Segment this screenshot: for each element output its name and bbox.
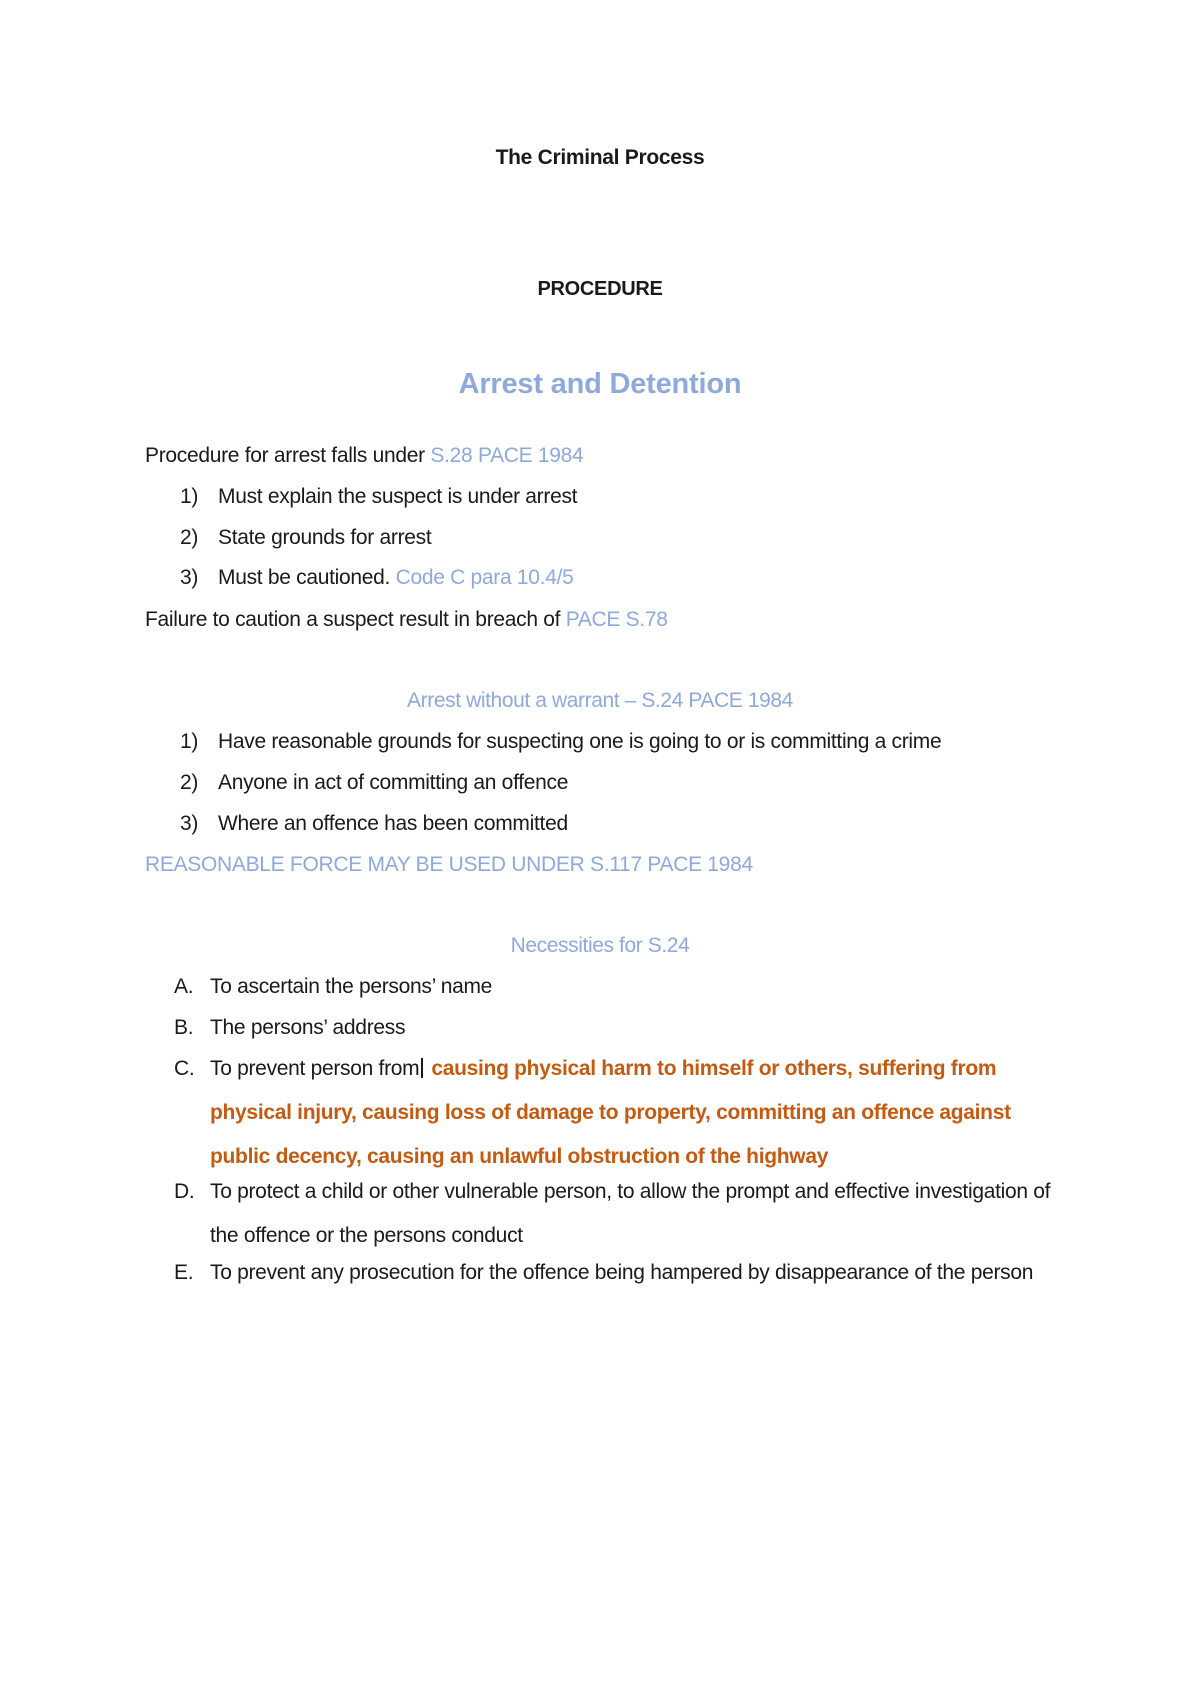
list-item — [174, 1170, 1054, 1258]
list-item — [180, 812, 568, 836]
document-title: The Criminal Process — [495, 146, 705, 169]
list-text: Have reasonable grounds for suspecting one is going to or is committing a crime — [218, 730, 942, 753]
list-text: The persons’ address — [210, 1016, 406, 1039]
list-item — [180, 485, 577, 509]
list-text: Must explain the suspect is under arrest — [218, 485, 578, 508]
list-item — [174, 1047, 1054, 1179]
list-letter: C. — [174, 1057, 195, 1080]
list-number: 1) — [180, 485, 199, 508]
list-number: 3) — [180, 566, 199, 589]
procedure-heading: PROCEDURE — [537, 278, 663, 300]
pace-s78-reference: PACE S.78 — [565, 608, 668, 631]
list-item — [180, 526, 431, 550]
list-item — [180, 730, 941, 754]
section-title-arrest-detention: Arrest and Detention — [458, 368, 742, 400]
list-number: 2) — [180, 526, 199, 549]
list-item — [174, 1251, 1054, 1295]
list-text: Anyone in act of committing an offence — [218, 771, 569, 794]
intro-reference: S.28 PACE 1984 — [430, 444, 584, 467]
list-letter: E. — [174, 1261, 194, 1284]
intro-text: Procedure for arrest falls under — [145, 444, 431, 467]
list-number: 3) — [180, 812, 199, 835]
necessities-heading: Necessities for S.24 — [510, 934, 690, 957]
list-letter: D. — [174, 1180, 195, 1203]
list-item — [174, 965, 1054, 1009]
code-c-reference: Code C para 10.4/5 — [395, 566, 574, 589]
list-item — [174, 1006, 1054, 1050]
harm-highlight-text: causing physical harm to himself or others, suffering from physical injury, causing loss of damage to property, committing an offence against public decency, causing an unlawful obstruction of the highway — [210, 1057, 1011, 1168]
list-text: To ascertain the persons’ name — [210, 975, 493, 998]
reasonable-force-note: REASONABLE FORCE MAY BE USED UNDER S.117 PACE 1984 — [145, 853, 753, 876]
text-cursor — [421, 1058, 423, 1078]
list-letter: B. — [174, 1016, 194, 1039]
warrantless-arrest-heading: Arrest without a warrant – S.24 PACE 1984 — [407, 689, 793, 712]
list-text: Where an offence has been committed — [218, 812, 568, 835]
failure-text: Failure to caution a suspect result in breach of — [145, 608, 566, 631]
list-text: To prevent any prosecution for the offence being hampered by disappearance of the person — [210, 1261, 1034, 1284]
list-text: To prevent person from — [210, 1057, 420, 1080]
list-text-with-highlight — [210, 1047, 1054, 1179]
arrest-procedure-intro — [145, 444, 583, 468]
failure-to-caution-note — [145, 608, 668, 632]
list-text: Must be cautioned. — [218, 566, 396, 589]
list-text: To protect a child or other vulnerable person, to allow the prompt and effective investigation of the offence or the persons conduct — [210, 1180, 1051, 1247]
list-text: State grounds for arrest — [218, 526, 432, 549]
list-number: 1) — [180, 730, 199, 753]
list-item — [180, 771, 568, 795]
list-letter: A. — [174, 975, 194, 998]
list-item — [180, 566, 573, 590]
list-number: 2) — [180, 771, 199, 794]
